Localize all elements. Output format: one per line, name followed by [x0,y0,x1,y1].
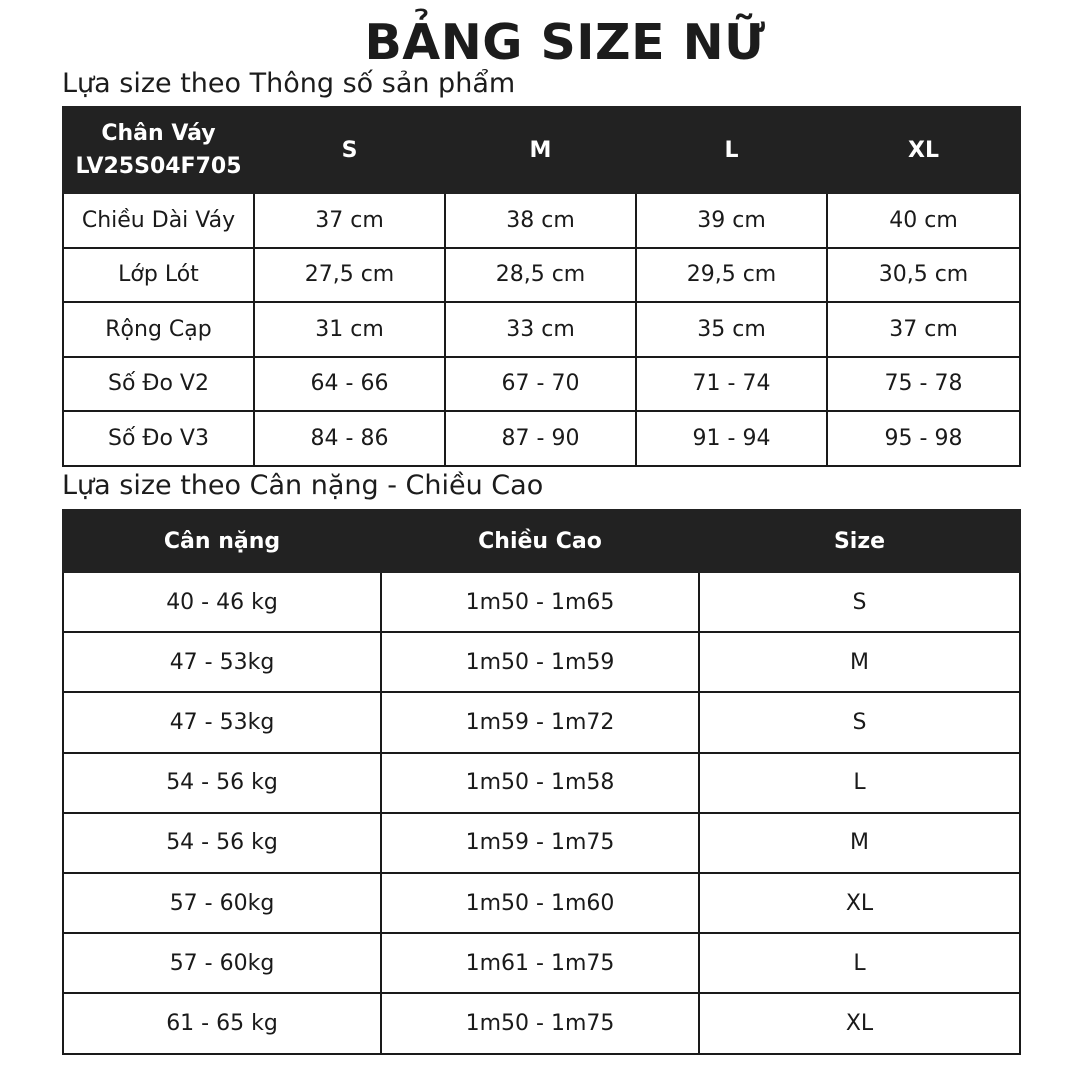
table-row [63,933,1020,993]
weight-cell: 40 - 46 kg [63,572,381,632]
row-label: Lớp Lót [63,248,254,303]
table-row [63,193,1020,248]
size-cell: S [699,692,1020,752]
height-cell: 1m59 - 1m72 [381,692,699,752]
table-cell: 84 - 86 [254,411,445,466]
table-header-row [63,107,1020,193]
size-header: M [445,107,636,193]
size-cell: L [699,753,1020,813]
table-header-row [63,510,1020,572]
table-cell: 37 cm [827,302,1020,357]
table-cell: 28,5 cm [445,248,636,303]
table-row [63,692,1020,752]
table-cell: 35 cm [636,302,827,357]
size-cell: L [699,933,1020,993]
table-row [63,993,1020,1053]
table-cell: 39 cm [636,193,827,248]
product-code-label: LV25S04F705 [75,154,242,179]
table-row [63,302,1020,357]
page-title: BẢNG SIZE NỮ [364,14,766,71]
table-cell: 87 - 90 [445,411,636,466]
size-cell: XL [699,873,1020,933]
size-header: XL [827,107,1020,193]
table-cell: 27,5 cm [254,248,445,303]
product-type-label: Chân Váy [101,121,216,146]
table-cell: 37 cm [254,193,445,248]
table-row [63,873,1020,933]
table-row [63,411,1020,466]
size-header: S [254,107,445,193]
weight-cell: 57 - 60kg [63,933,381,993]
table-cell: 95 - 98 [827,411,1020,466]
table-cell: 91 - 94 [636,411,827,466]
size-cell: M [699,813,1020,873]
table-cell: 31 cm [254,302,445,357]
table-row [63,632,1020,692]
row-label: Chiều Dài Váy [63,193,254,248]
table-cell: 38 cm [445,193,636,248]
size-header: L [636,107,827,193]
height-cell: 1m50 - 1m58 [381,753,699,813]
height-cell: 1m59 - 1m75 [381,813,699,873]
height-header: Chiều Cao [381,510,699,572]
weight-height-table [62,509,1021,1055]
table-cell: 33 cm [445,302,636,357]
row-label: Rộng Cạp [63,302,254,357]
weight-header: Cân nặng [63,510,381,572]
height-cell: 1m50 - 1m59 [381,632,699,692]
product-label-header [63,107,254,193]
table-cell: 64 - 66 [254,357,445,412]
table-cell: 75 - 78 [827,357,1020,412]
row-label: Số Đo V2 [63,357,254,412]
weight-cell: 61 - 65 kg [63,993,381,1053]
table-cell: 71 - 74 [636,357,827,412]
table-row [63,248,1020,303]
height-cell: 1m50 - 1m65 [381,572,699,632]
table-cell: 30,5 cm [827,248,1020,303]
row-label: Số Đo V3 [63,411,254,466]
table-cell: 67 - 70 [445,357,636,412]
table-row [63,753,1020,813]
table-row [63,357,1020,412]
spec-section-title: Lựa size theo Thông số sản phẩm [62,68,516,99]
height-cell: 1m50 - 1m60 [381,873,699,933]
size-cell: M [699,632,1020,692]
size-cell: S [699,572,1020,632]
table-row [63,572,1020,632]
table-cell: 40 cm [827,193,1020,248]
table-row [63,813,1020,873]
height-cell: 1m61 - 1m75 [381,933,699,993]
size-header: Size [699,510,1020,572]
product-spec-table [62,106,1021,467]
weight-cell: 47 - 53kg [63,692,381,752]
fit-section-title: Lựa size theo Cân nặng - Chiều Cao [62,470,544,501]
table-cell: 29,5 cm [636,248,827,303]
weight-cell: 57 - 60kg [63,873,381,933]
size-cell: XL [699,993,1020,1053]
weight-cell: 54 - 56 kg [63,813,381,873]
height-cell: 1m50 - 1m75 [381,993,699,1053]
weight-cell: 54 - 56 kg [63,753,381,813]
weight-cell: 47 - 53kg [63,632,381,692]
